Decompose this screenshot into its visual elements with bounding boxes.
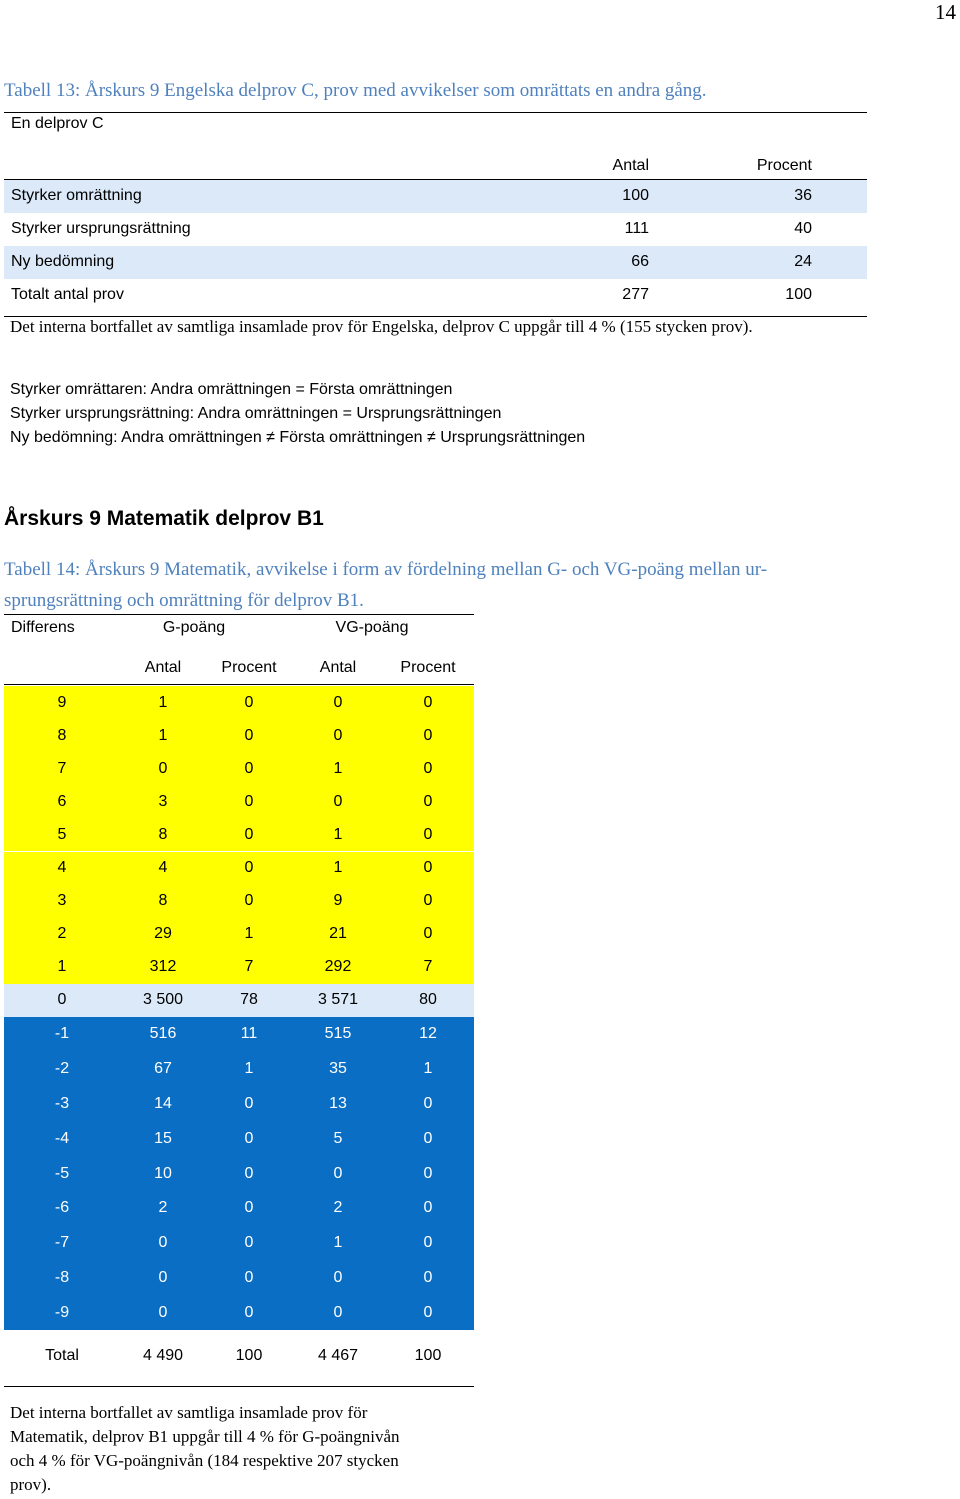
cell-differens: -2	[54, 1060, 70, 1078]
cell-g-procent: 0	[244, 1094, 254, 1112]
cell-vg-procent: 1	[423, 1060, 433, 1078]
cell-g-antal: 15	[154, 1129, 172, 1147]
definition-line: Styrker ursprungsrättning: Andra omrättningen = Ursprungsrättningen	[10, 405, 502, 422]
cell-g-antal: 0	[158, 759, 168, 777]
table14-group-header-row	[4, 619, 474, 643]
cell-differens: -1	[54, 1025, 70, 1043]
cell-vg-antal: 0	[333, 1164, 343, 1182]
cell-g-antal: 4 490	[142, 1347, 184, 1364]
row-label: Totalt antal prov	[11, 286, 124, 303]
cell-g-procent: 11	[240, 1025, 258, 1043]
row-label: Ny bedömning	[11, 253, 115, 270]
column-header-procent: Procent	[756, 157, 812, 174]
footnote-line: prov).	[10, 1475, 52, 1494]
cell-g-procent: 0	[244, 1129, 254, 1147]
page-number: 14	[935, 0, 956, 24]
table14-top-rule	[4, 614, 474, 615]
cell-antal: 111	[624, 220, 649, 237]
caption-line: sprungsrättning och omrättning för delprov B1.	[4, 590, 364, 611]
cell-vg-antal: 1	[333, 1234, 343, 1252]
definition-line: Ny bedömning: Andra omrättningen ≠ Första omrättningen ≠ Ursprungsrättningen	[10, 429, 586, 446]
cell-vg-antal: 292	[324, 958, 352, 976]
table-row	[4, 719, 474, 752]
column-header-g-procent: Procent	[221, 659, 277, 676]
cell-g-antal: 516	[149, 1025, 177, 1043]
cell-antal: 66	[631, 253, 649, 270]
cell-vg-procent: 0	[423, 1199, 433, 1217]
table-row	[4, 984, 474, 1017]
cell-differens: -4	[54, 1129, 70, 1147]
cell-vg-antal: 5	[333, 1129, 343, 1147]
cell-differens: -8	[54, 1268, 70, 1286]
column-header-vg-poang: VG-poäng	[335, 619, 409, 636]
cell-g-antal: 8	[158, 892, 168, 910]
cell-differens: 1	[57, 958, 67, 976]
cell-vg-antal: 0	[333, 792, 343, 810]
table-row	[4, 785, 474, 818]
footnote-line: och 4 % för VG-poängnivån (184 respektive 207 stycken	[10, 1451, 399, 1470]
cell-vg-procent: 0	[423, 792, 433, 810]
table14-bottom-rule	[4, 1386, 474, 1387]
cell-g-antal: 67	[154, 1060, 172, 1078]
cell-g-procent: 0	[244, 859, 254, 877]
cell-g-procent: 78	[240, 991, 258, 1009]
table-row	[4, 279, 867, 312]
cell-g-procent: 0	[244, 693, 254, 711]
column-header-g-poang: G-poäng	[162, 619, 226, 636]
table14-sub-header-row	[4, 659, 474, 683]
definition-line: Styrker omrättaren: Andra omrättningen = Första omrättningen	[10, 381, 453, 398]
table-row	[4, 1087, 474, 1122]
table-row	[4, 1295, 474, 1330]
table-row	[4, 1226, 474, 1261]
cell-vg-antal: 1	[333, 825, 343, 843]
cell-vg-antal: 0	[333, 693, 343, 711]
table14-caption	[4, 554, 767, 616]
cell-vg-procent: 0	[423, 925, 433, 943]
cell-vg-procent: 0	[423, 859, 433, 877]
table-row	[4, 1156, 474, 1191]
cell-g-procent: 0	[244, 825, 254, 843]
table13-footnote: Det interna bortfallet av samtliga insamlade prov för Engelska, delprov C uppgår till 4 % (155 stycken prov).	[10, 317, 753, 336]
table-row	[4, 246, 867, 279]
row-label: Styrker ursprungsrättning	[11, 220, 191, 237]
cell-g-antal: 3	[158, 792, 168, 810]
table-row	[4, 1052, 474, 1087]
column-header-vg-antal: Antal	[319, 659, 357, 676]
table14-header-rule	[4, 684, 474, 685]
table-row	[4, 918, 474, 951]
table-row	[4, 1261, 474, 1296]
table14-body	[4, 686, 474, 1328]
cell-vg-antal: 0	[333, 1303, 343, 1321]
cell-differens: 7	[57, 759, 67, 777]
table14-footnote	[10, 1401, 400, 1497]
cell-g-procent: 0	[244, 1234, 254, 1252]
table-row	[4, 686, 474, 719]
cell-vg-procent: 7	[423, 958, 433, 976]
cell-g-antal: 312	[149, 958, 177, 976]
cell-g-antal: 1	[158, 726, 168, 744]
table13-subtitle: En delprov C	[11, 115, 104, 132]
cell-g-procent: 1	[244, 925, 254, 943]
cell-g-procent: 100	[235, 1347, 263, 1364]
cell-g-antal: 1	[158, 693, 168, 711]
column-header-vg-procent: Procent	[400, 659, 456, 676]
column-header-differens: Differens	[11, 619, 75, 636]
cell-vg-procent: 80	[419, 991, 437, 1009]
caption-line: Tabell 14: Årskurs 9 Matematik, avvikelse i form av fördelning mellan G- och VG-poäng mellan ur-	[4, 559, 768, 580]
cell-differens: Total	[45, 1347, 79, 1364]
table14	[4, 612, 474, 1392]
cell-g-antal: 0	[158, 1268, 168, 1286]
table14-total-row	[4, 1347, 474, 1371]
table-row	[4, 852, 474, 885]
cell-vg-procent: 12	[419, 1025, 437, 1043]
cell-vg-procent: 0	[423, 693, 433, 711]
cell-procent: 100	[785, 286, 812, 303]
cell-g-procent: 0	[244, 1199, 254, 1217]
table-row	[4, 213, 867, 246]
cell-g-procent: 0	[244, 792, 254, 810]
cell-g-antal: 10	[154, 1164, 172, 1182]
cell-g-antal: 0	[158, 1234, 168, 1252]
cell-vg-procent: 0	[423, 892, 433, 910]
cell-vg-antal: 1	[333, 759, 343, 777]
cell-procent: 36	[794, 187, 812, 204]
cell-differens: -6	[54, 1199, 70, 1217]
cell-vg-procent: 0	[423, 1268, 433, 1286]
row-label: Styrker omrättning	[11, 187, 142, 204]
table13-top-rule	[4, 112, 867, 113]
cell-differens: 3	[57, 892, 67, 910]
cell-g-procent: 0	[244, 759, 254, 777]
table13-caption: Tabell 13: Årskurs 9 Engelska delprov C, prov med avvikelser som omrättats en andra gång.	[4, 80, 707, 101]
cell-differens: -7	[54, 1234, 70, 1252]
cell-g-antal: 8	[158, 825, 168, 843]
table-row	[4, 752, 474, 785]
cell-vg-antal: 515	[324, 1025, 352, 1043]
cell-differens: -3	[54, 1094, 70, 1112]
cell-vg-procent: 0	[423, 726, 433, 744]
cell-vg-antal: 35	[329, 1060, 347, 1078]
footnote-line: Det interna bortfallet av samtliga insamlade prov för	[10, 1403, 368, 1422]
cell-g-antal: 4	[158, 859, 168, 877]
table-row	[4, 818, 474, 851]
definitions-block	[10, 378, 585, 450]
cell-vg-procent: 0	[423, 1129, 433, 1147]
cell-differens: 0	[57, 991, 67, 1009]
footnote-line: Matematik, delprov B1 uppgår till 4 % för G-poängnivån	[10, 1427, 400, 1446]
cell-differens: 6	[57, 792, 67, 810]
cell-vg-antal: 13	[329, 1094, 347, 1112]
cell-vg-antal: 2	[333, 1199, 343, 1217]
cell-g-antal: 29	[154, 925, 172, 943]
table-row	[4, 180, 867, 213]
column-header-antal: Antal	[612, 157, 649, 174]
cell-g-antal: 0	[158, 1303, 168, 1321]
cell-procent: 40	[794, 220, 812, 237]
table13	[4, 110, 867, 342]
cell-antal: 277	[622, 286, 649, 303]
cell-antal: 100	[622, 187, 649, 204]
cell-g-procent: 0	[244, 1303, 254, 1321]
table-row	[4, 885, 474, 918]
cell-vg-procent: 0	[423, 1164, 433, 1182]
cell-differens: -5	[54, 1164, 70, 1182]
cell-differens: -9	[54, 1303, 70, 1321]
table-row	[4, 1017, 474, 1052]
cell-differens: 4	[57, 859, 67, 877]
cell-g-antal: 3 500	[142, 991, 184, 1009]
cell-vg-antal: 9	[333, 892, 343, 910]
cell-vg-antal: 3 571	[317, 991, 359, 1009]
cell-g-procent: 0	[244, 1268, 254, 1286]
column-header-g-antal: Antal	[144, 659, 182, 676]
cell-vg-antal: 0	[333, 1268, 343, 1286]
cell-differens: 9	[57, 693, 67, 711]
section-heading: Årskurs 9 Matematik delprov B1	[4, 507, 324, 530]
cell-g-antal: 14	[154, 1094, 172, 1112]
cell-vg-antal: 21	[329, 925, 347, 943]
cell-g-procent: 0	[244, 726, 254, 744]
cell-vg-procent: 0	[423, 1094, 433, 1112]
cell-g-antal: 2	[158, 1199, 168, 1217]
cell-differens: 5	[57, 825, 67, 843]
cell-g-procent: 0	[244, 1164, 254, 1182]
cell-procent: 24	[794, 253, 812, 270]
cell-vg-procent: 100	[414, 1347, 442, 1364]
cell-vg-antal: 4 467	[317, 1347, 359, 1364]
cell-vg-procent: 0	[423, 825, 433, 843]
cell-differens: 2	[57, 925, 67, 943]
cell-vg-antal: 0	[333, 726, 343, 744]
table-row	[4, 1121, 474, 1156]
cell-vg-antal: 1	[333, 859, 343, 877]
cell-vg-procent: 0	[423, 759, 433, 777]
cell-vg-procent: 0	[423, 1234, 433, 1252]
cell-vg-procent: 0	[423, 1303, 433, 1321]
cell-g-procent: 1	[244, 1060, 254, 1078]
cell-differens: 8	[57, 726, 67, 744]
cell-g-procent: 7	[244, 958, 254, 976]
table-row	[4, 1191, 474, 1226]
cell-g-procent: 0	[244, 892, 254, 910]
table-row	[4, 951, 474, 984]
